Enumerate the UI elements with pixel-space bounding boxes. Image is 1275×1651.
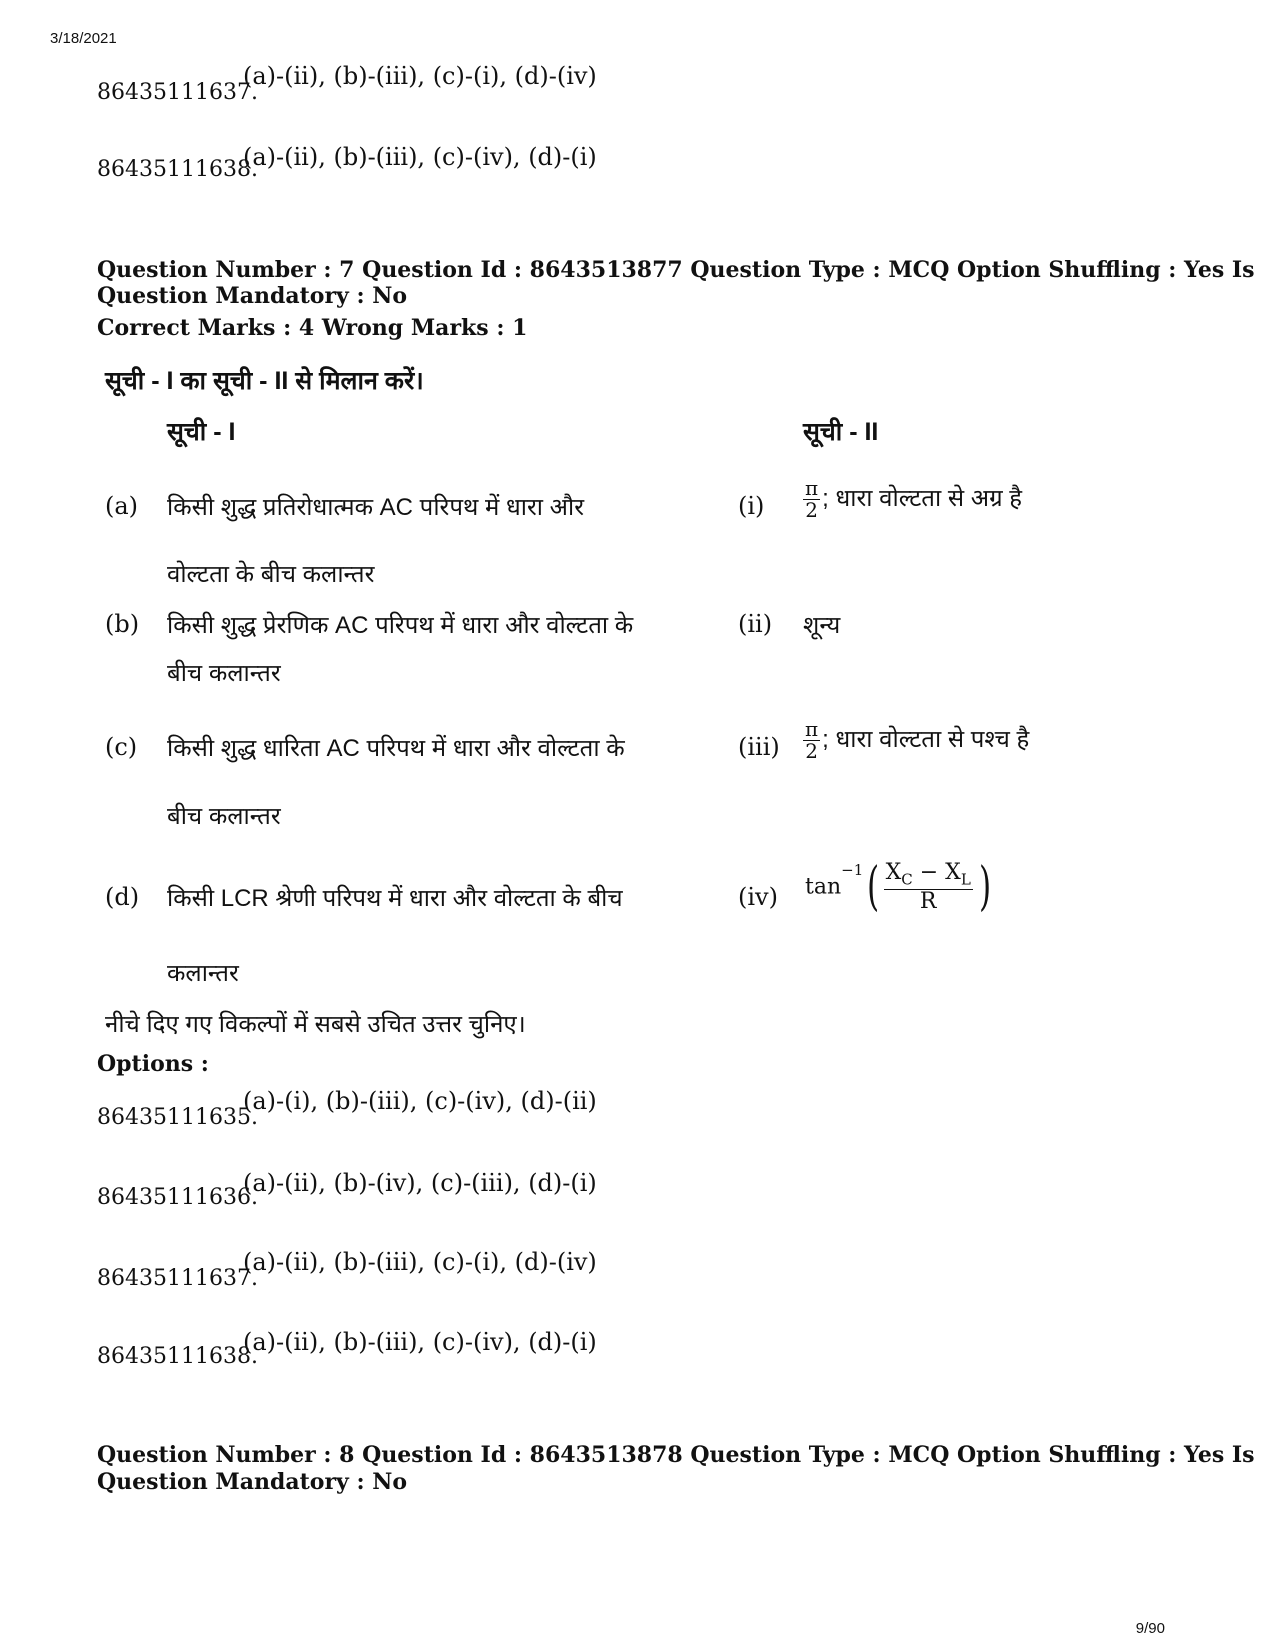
list2-item-text: ; धारा वोल्टता से अग्र है <box>822 484 1023 512</box>
question-marks: Correct Marks : 4 Wrong Marks : 1 <box>97 315 528 341</box>
fraction: $\frac{X_C - X_L}{R}$ <box>885 860 971 914</box>
option-id: 86435111638. <box>97 1344 258 1369</box>
list2-title: सूची - II <box>803 418 879 446</box>
list2-item-text: शून्य <box>803 612 841 639</box>
question-instruction: सूची - I का सूची - II से मिलान करें। <box>105 367 424 395</box>
list1-item-text: किसी शुद्ध प्रतिरोधात्मक AC परिपथ में धारा और <box>167 494 585 521</box>
fraction: $\frac{\pi}{2}$ <box>805 717 819 763</box>
option-text: (a)-(ii), (b)-(iii), (c)-(iv), (d)-(i) <box>243 1328 597 1356</box>
formula-fn: tan <box>805 874 842 900</box>
list1-label: (a) <box>105 492 139 520</box>
question-header: Question Number : 7 Question Id : 8643513877 Question Type : MCQ Option Shuffling : Yes Is <box>97 257 1255 283</box>
options-label: Options : <box>97 1051 209 1077</box>
list2-label: (iii) <box>738 733 780 761</box>
page-number: 9/90 <box>1135 1620 1165 1637</box>
option-id: 86435111638. <box>97 157 258 182</box>
list2-label: (iv) <box>738 883 778 911</box>
list1-label: (b) <box>105 610 140 638</box>
option-id: 86435111636. <box>97 1185 258 1210</box>
choose-instruction: नीचे दिए गए विकल्पों में सबसे उचित उत्तर चुनिए। <box>105 1011 526 1038</box>
list1-title: सूची - I <box>167 418 236 446</box>
list1-item-text: वोल्टता के बीच कलान्तर <box>167 561 375 588</box>
option-text: (a)-(ii), (b)-(iv), (c)-(iii), (d)-(i) <box>243 1169 597 1197</box>
list1-item-text: बीच कलान्तर <box>167 803 281 830</box>
question-header: Question Number : 8 Question Id : 8643513878 Question Type : MCQ Option Shuffling : Yes Is <box>97 1442 1255 1468</box>
list2-label: (ii) <box>738 610 773 638</box>
question-mandatory: Question Mandatory : No <box>97 283 408 309</box>
option-id: 86435111635. <box>97 1105 258 1130</box>
option-text: (a)-(ii), (b)-(iii), (c)-(i), (d)-(iv) <box>243 62 597 90</box>
arctan-formula: $\tan^{-1}$( $\frac{X_C - X_L}{R}$ ) <box>805 857 992 917</box>
list2-item-text: ; धारा वोल्टता से पश्च है <box>822 725 1030 753</box>
question-mandatory: Question Mandatory : No <box>97 1469 408 1495</box>
option-text: (a)-(ii), (b)-(iii), (c)-(i), (d)-(iv) <box>243 1248 597 1276</box>
list1-item-text: किसी LCR श्रेणी परिपथ में धारा और वोल्टता के बीच <box>167 885 623 912</box>
fraction: $\frac{\pi}{2}$ <box>805 476 819 522</box>
list2-label: (i) <box>738 492 765 520</box>
option-id: 86435111637. <box>97 80 258 105</box>
list1-item-text: कलान्तर <box>167 960 239 987</box>
print-date: 3/18/2021 <box>50 30 117 47</box>
list1-label: (d) <box>105 883 140 911</box>
list2-item <box>803 719 1029 762</box>
option-text: (a)-(i), (b)-(iii), (c)-(iv), (d)-(ii) <box>243 1087 597 1115</box>
option-id: 86435111637. <box>97 1266 258 1291</box>
list1-item-text: किसी शुद्ध प्रेरणिक AC परिपथ में धारा और वोल्टता के <box>167 612 634 639</box>
list2-item <box>803 478 1022 521</box>
list1-item-text: बीच कलान्तर <box>167 660 281 687</box>
list1-label: (c) <box>105 733 138 761</box>
list1-item-text: किसी शुद्ध धारिता AC परिपथ में धारा और वोल्टता के <box>167 735 625 762</box>
formula-sup: −1 <box>841 861 864 879</box>
option-text: (a)-(ii), (b)-(iii), (c)-(iv), (d)-(i) <box>243 143 597 171</box>
